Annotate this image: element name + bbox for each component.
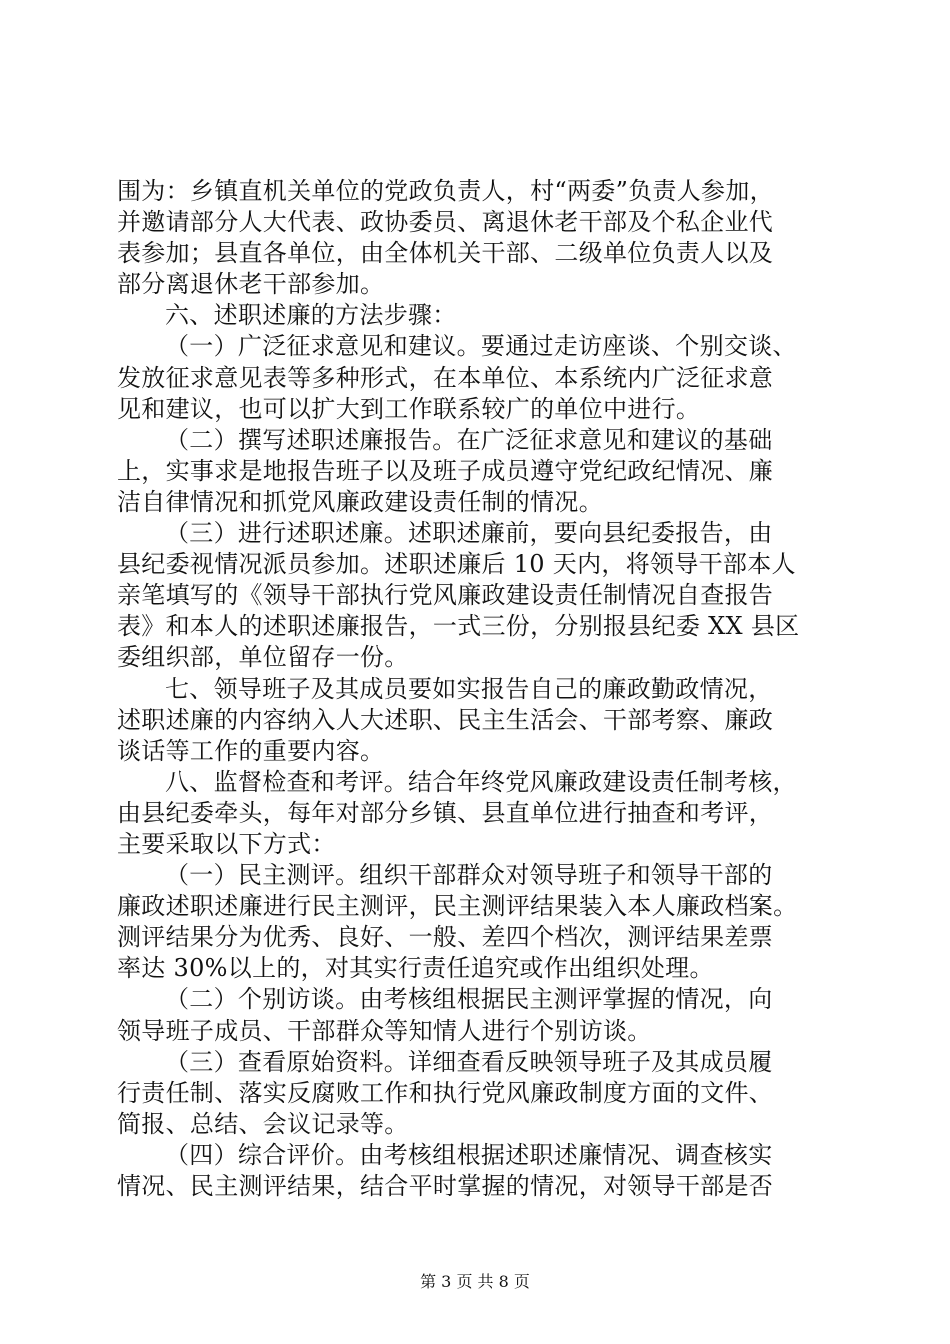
paragraph-line: 发放征求意见表等多种形式，在本单位、本系统内广泛征求意 xyxy=(117,363,774,392)
paragraph-line: 谈话等工作的重要内容。 xyxy=(117,736,385,765)
paragraph-line: 情况、民主测评结果，结合平时掌握的情况，对领导干部是否 xyxy=(117,1172,774,1200)
paragraph-first-line: 六、述职述廉的方法步骤： xyxy=(165,301,457,330)
paragraph-line: 主要采取以下方式： xyxy=(117,829,336,858)
paragraph-first-line: （四）综合评价。由考核组根据述职述廉情况、调查核实 xyxy=(165,1140,773,1169)
document-body xyxy=(117,176,833,1202)
paragraph-first-line: （二）撰写述职述廉报告。在广泛征求意见和建议的基础 xyxy=(165,425,773,454)
paragraph-line: 上，实事求是地报告班子以及班子成员遵守党纪政纪情况、廉 xyxy=(117,456,774,485)
paragraph-line: 由县纪委牵头，每年对部分乡镇、县直单位进行抽查和考评， xyxy=(117,798,774,827)
paragraph-line: 部分离退休老干部参加。 xyxy=(117,270,385,299)
paragraph-line: 简报、总结、会议记录等。 xyxy=(117,1109,409,1138)
paragraph-line: 行责任制、落实反腐败工作和执行党风廉政制度方面的文件、 xyxy=(117,1078,774,1107)
paragraph-first-line: （一）民主测评。组织干部群众对领导班子和领导干部的 xyxy=(165,861,773,890)
page-footer: 第 3 页 共 8 页 xyxy=(420,1272,530,1291)
paragraph-line: 县纪委视情况派员参加。述职述廉后 10 天内，将领导干部本人 xyxy=(117,550,796,579)
paragraph-line: 述职述廉的内容纳入人大述职、民主生活会、干部考察、廉政 xyxy=(117,705,774,734)
paragraph-line: 并邀请部分人大代表、政协委员、离退休老干部及个私企业代 xyxy=(117,208,774,237)
paragraph-first-line: （三）查看原始资料。详细查看反映领导班子及其成员履 xyxy=(165,1047,773,1076)
paragraph-first-line: 七、领导班子及其成员要如实报告自己的廉政勤政情况， xyxy=(165,674,773,703)
paragraph-line: 围为：乡镇直机关单位的党政负责人，村“两委”负责人参加， xyxy=(117,177,774,205)
paragraph-line: 洁自律情况和抓党风廉政建设责任制的情况。 xyxy=(117,487,603,516)
paragraph-first-line: （三）进行述职述廉。述职述廉前，要向县纪委报告，由 xyxy=(165,519,773,548)
paragraph-line: 亲笔填写的《领导干部执行党风廉政建设责任制情况自查报告 xyxy=(117,581,774,610)
paragraph-first-line: 八、监督检查和考评。结合年终党风廉政建设责任制考核， xyxy=(165,767,797,796)
paragraph-line: 见和建议，也可以扩大到工作联系较广的单位中进行。 xyxy=(117,394,701,423)
paragraph-line: 测评结果分为优秀、良好、一般、差四个档次，测评结果差票 xyxy=(117,923,774,952)
paragraph-line: 率达 30%以上的，对其实行责任追究或作出组织处理。 xyxy=(117,954,714,983)
paragraph-line: 领导班子成员、干部群众等知情人进行个别访谈。 xyxy=(117,1016,652,1045)
paragraph-line: 廉政述职述廉进行民主测评，民主测评结果装入本人廉政档案。 xyxy=(117,892,798,921)
paragraph-line: 委组织部，单位留存一份。 xyxy=(117,643,409,672)
paragraph-first-line: （一）广泛征求意见和建议。要通过走访座谈、个别交谈、 xyxy=(165,332,797,361)
paragraph-line: 表参加；县直各单位，由全体机关干部、二级单位负责人以及 xyxy=(117,239,774,268)
paragraph-line: 表》和本人的述职述廉报告，一式三份，分别报县纪委 XX 县区 xyxy=(117,612,800,641)
paragraph-first-line: （二）个别访谈。由考核组根据民主测评掌握的情况，向 xyxy=(165,985,773,1014)
